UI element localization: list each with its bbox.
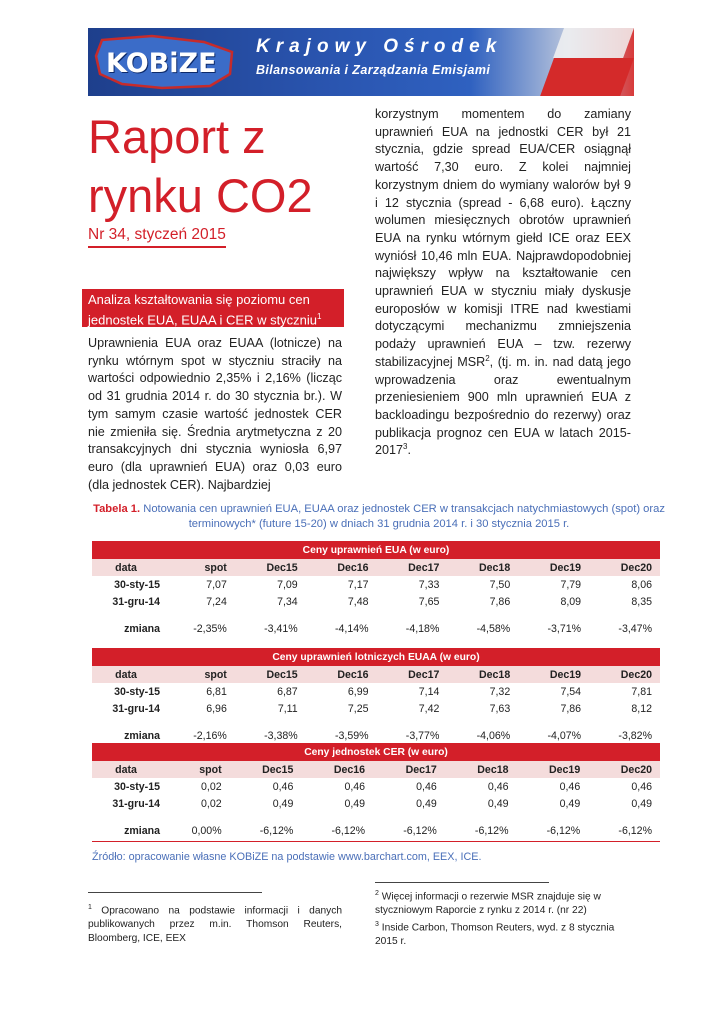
cell: 8,12: [631, 702, 652, 715]
cell: 6,96: [206, 702, 227, 715]
col-header: Dec19: [517, 761, 589, 778]
cell: -2,16%: [193, 730, 227, 742]
col-header: data: [92, 666, 164, 683]
cell: 7,32: [489, 685, 511, 698]
col-header: Dec18: [445, 761, 517, 778]
price-table-eua: [92, 541, 660, 639]
cell: 7,50: [489, 578, 511, 591]
cell: 7,07: [206, 578, 227, 591]
col-header: Dec16: [301, 761, 373, 778]
footnote-num: 2: [375, 890, 379, 897]
cell: 0,49: [559, 797, 581, 810]
cell: -6,12%: [301, 821, 373, 842]
col-header: data: [92, 761, 164, 778]
cell: 8,06: [631, 578, 652, 591]
col-header: Dec20: [589, 559, 660, 576]
table-row: [92, 795, 660, 812]
cell: -4,58%: [476, 623, 511, 635]
cell: 0,49: [631, 797, 652, 810]
report-title-line2: rynku CO2: [88, 169, 313, 222]
flag-stripe-white: [553, 28, 634, 58]
footnote-text: Opracowano na podstawie informacji i danych publikowanych przez m.in. Thomson Reuters, Bloomberg, ICE, EEX: [88, 905, 342, 944]
cell: 0,46: [416, 780, 437, 793]
cell: 0,46: [487, 780, 509, 793]
footnote-text: Więcej informacji o rezerwie MSR znajduje się w styczniowym Raporcie z rynku z 2014 r. (nr 22): [375, 891, 601, 917]
cell: -3,71%: [547, 623, 582, 635]
cell: 7,33: [418, 578, 440, 591]
body-text-left: Uprawnienia EUA oraz EUAA (lotnicze) na rynku wtórnym spot w styczniu straciły na wartości odpowiednio 2,35% i 2,16% (licząc od 31 grudnia 2014 r. do 30 stycznia br.). W tym samym czasie wartość jednostek CER nie zmieniła się. Średnia arytmetyczna z 20 transakcyjnych dni stycznia wyniosła 6,97 euro (dla uprawnień EUA) oraz 0,03 euro (dla jednostek CER). Najbardziej: [88, 336, 342, 492]
cell: 0,49: [416, 797, 437, 810]
cell: 6,87: [277, 685, 298, 698]
header-banner: [88, 28, 634, 96]
cell: 0,46: [272, 780, 294, 793]
change-row: [92, 619, 660, 639]
cell: 7,14: [418, 685, 440, 698]
table-section-title: Ceny uprawnień EUA (w euro): [92, 541, 660, 559]
cell: 7,63: [489, 702, 511, 715]
cell: 7,48: [347, 595, 369, 608]
change-row: [92, 821, 660, 842]
col-header: Dec19: [518, 666, 589, 683]
cell: -6,12%: [230, 821, 302, 842]
report-issue: Nr 34, styczeń 2015: [88, 226, 226, 248]
cell: 7,34: [277, 595, 298, 608]
table-row: [92, 778, 660, 795]
table-source: Źródło: opracowanie własne KOBiZE na podstawie www.barchart.com, EEX, ICE.: [92, 851, 482, 863]
cell: 7,86: [489, 595, 511, 608]
cell: 7,11: [277, 702, 298, 715]
logo-text: KOBiZE: [106, 48, 217, 79]
cell: 31-gru-14: [112, 797, 160, 810]
col-header: Dec16: [306, 559, 377, 576]
cell: 0,49: [272, 797, 294, 810]
flag-stripe-red: [540, 58, 634, 96]
cell: zmiana: [124, 730, 160, 742]
cell: 7,24: [206, 595, 227, 608]
table-row: [92, 576, 660, 593]
cell: 7,17: [347, 578, 369, 591]
col-header: Dec19: [518, 559, 589, 576]
cell: 30-sty-15: [114, 685, 160, 698]
cell: 31-gru-14: [112, 702, 160, 715]
cell: 0,02: [201, 780, 222, 793]
cell: 30-sty-15: [114, 780, 160, 793]
table-caption: [92, 502, 666, 532]
section-heading: [82, 289, 344, 327]
cell: 8,09: [560, 595, 582, 608]
cell: -3,59%: [334, 730, 369, 742]
cell: 7,42: [418, 702, 440, 715]
kobize-logo: [92, 34, 238, 90]
body-text-right: [375, 106, 631, 460]
cell: 30-sty-15: [114, 578, 160, 591]
cell: -6,12%: [445, 821, 517, 842]
footnote-ref-3: 3: [403, 442, 408, 452]
price-table-euaa: [92, 648, 660, 746]
cell: zmiana: [124, 623, 160, 635]
price-table-cer: [92, 743, 660, 842]
banner-subtitle: Bilansowania i Zarządzania Emisjami: [256, 63, 491, 77]
col-header: Dec20: [589, 666, 660, 683]
cell: 0,02: [201, 797, 222, 810]
section-heading-text: Analiza kształtowania się poziomu cen jednostek EUA, EUAA i CER w styczniu: [88, 292, 318, 328]
cell: 8,35: [631, 595, 652, 608]
cell: 7,81: [631, 685, 652, 698]
cell: -6,12%: [588, 821, 660, 842]
body-text-right-b: , (tj. m. in. nad datą jego wprowadzenia oraz ewentualnym przeniesieniem 900 mln uprawnień EUA z backloadingu bezpośrednio do rezerwy) oraz publikacja prognoz cen EUA w latach 2015-2017: [375, 354, 631, 458]
footnote-ref-1: 1: [317, 312, 322, 321]
table-row: [92, 683, 660, 700]
col-header: spot: [164, 559, 235, 576]
footnote-3: [375, 918, 631, 949]
cell: -4,18%: [405, 623, 440, 635]
cell: -4,07%: [547, 730, 582, 742]
cell: 7,54: [560, 685, 582, 698]
cell: -6,12%: [373, 821, 445, 842]
footnote-ref-2: 2: [485, 353, 490, 363]
cell: 0,49: [344, 797, 366, 810]
col-header: Dec17: [373, 761, 445, 778]
cell: -3,82%: [618, 730, 652, 742]
cell: -3,38%: [264, 730, 298, 742]
footnote-num: 3: [375, 920, 379, 928]
footnote-2: [375, 887, 631, 918]
footnote-separator: [88, 892, 262, 893]
cell: -3,47%: [618, 623, 652, 635]
col-header: data: [92, 559, 164, 576]
cell: 0,46: [631, 780, 652, 793]
cell: 0,46: [344, 780, 366, 793]
col-header: Dec18: [447, 559, 518, 576]
body-text-right-c: .: [407, 443, 411, 458]
body-text-right-a: korzystnym momentem do zamiany uprawnień EUA na jednostki CER był 21 stycznia, gdzie spread EUA/CER osiągnął wartość 7,30 euro. Z kolei najmniej korzystnym dniem do wymiany walorów był 9 i 12 stycznia (spread - 6,68 euro). Łączny wolumen miesięcznych obrotów uprawnień EUA na rynku wtórnym giełd ICE oraz EEX wyniósł 10,46 mln EUA. Najprawdopodobniej największy wpływ na kształtowanie cen uprawnień EUA w styczniu miały dyskusje europosłów w komisji ITRE nad kwestiami dotyczącymi mechanizmu zmniejszenia podaży uprawnień EUA – tzw. rezerwy stabilizacyjnej MSR: [375, 107, 631, 369]
cell: 6,81: [206, 685, 227, 698]
cell: -4,14%: [334, 623, 369, 635]
col-header: spot: [164, 761, 230, 778]
cell: 0,46: [559, 780, 581, 793]
cell: 7,79: [560, 578, 582, 591]
report-title: [88, 107, 313, 225]
report-title-line1: Raport z: [88, 110, 266, 163]
cell: 6,99: [347, 685, 369, 698]
footnote-num: 1: [88, 904, 92, 911]
cell: 7,09: [277, 578, 298, 591]
col-header: Dec15: [235, 666, 306, 683]
col-header: Dec15: [230, 761, 302, 778]
cell: 0,00%: [164, 821, 230, 842]
cell: -3,41%: [264, 623, 298, 635]
cell: 7,25: [347, 702, 369, 715]
cell: 7,86: [560, 702, 582, 715]
cell: -4,06%: [476, 730, 511, 742]
banner-title: Krajowy Ośrodek: [256, 36, 503, 57]
col-header: Dec18: [447, 666, 518, 683]
table-row: [92, 700, 660, 717]
col-header: Dec17: [377, 559, 448, 576]
footnote-separator: [375, 882, 549, 883]
col-header: Dec17: [377, 666, 448, 683]
footnote-text: Inside Carbon, Thomson Reuters, wyd. z 8 stycznia 2015 r.: [375, 922, 615, 948]
table-row: [92, 593, 660, 610]
cell: 0,49: [487, 797, 509, 810]
col-header: Dec15: [235, 559, 306, 576]
col-header: Dec20: [588, 761, 660, 778]
col-header: spot: [164, 666, 235, 683]
table-section-title: Ceny jednostek CER (w euro): [92, 743, 660, 761]
footnote-1: [88, 901, 342, 946]
table-caption-text: Notowania cen uprawnień EUA, EUAA oraz jednostek CER w transakcjach natychmiastowych (spot) oraz terminowych* (future 15-20) w dniach 31 grudnia 2014 r. i 30 stycznia 2015 r.: [140, 503, 665, 530]
col-header: Dec16: [306, 666, 377, 683]
footnotes-right: [375, 887, 631, 949]
cell: -6,12%: [517, 821, 589, 842]
cell: 31-gru-14: [112, 595, 160, 608]
cell: -3,77%: [405, 730, 440, 742]
cell: zmiana: [92, 821, 164, 842]
table-section-title: Ceny uprawnień lotniczych EUAA (w euro): [92, 648, 660, 666]
cell: 7,65: [418, 595, 440, 608]
table-caption-label: Tabela 1.: [93, 503, 141, 515]
cell: -2,35%: [193, 623, 227, 635]
